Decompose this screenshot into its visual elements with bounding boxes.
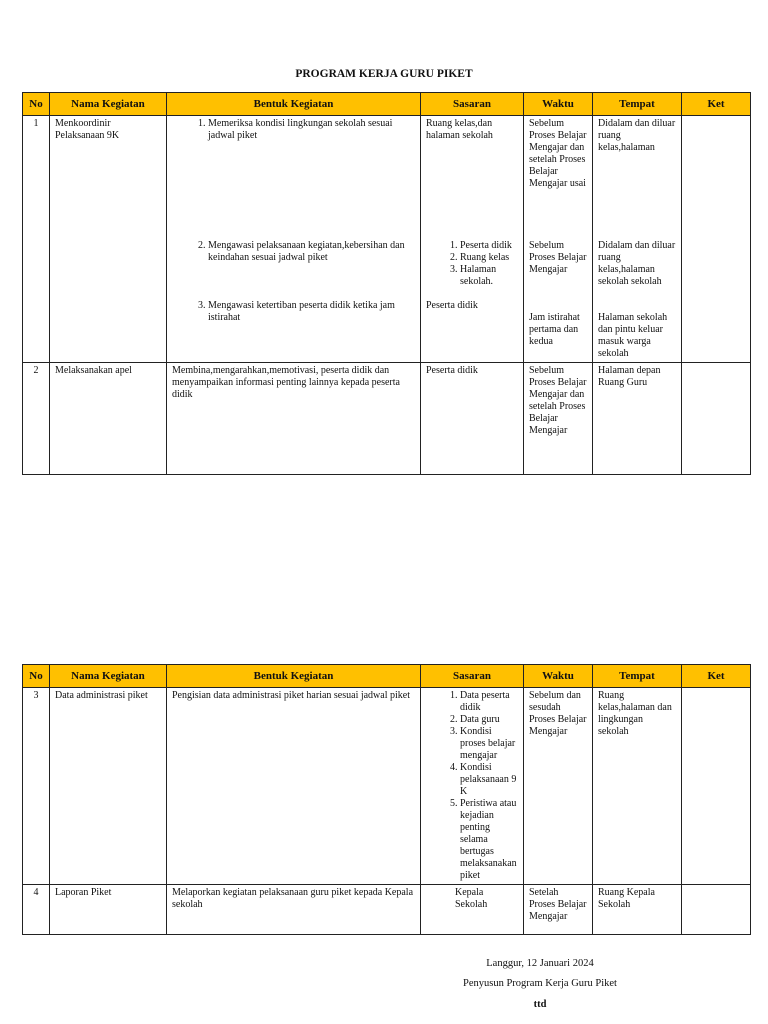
waktu: Sebelum dan sesudah Proses Belajar Mengajar: [529, 690, 587, 737]
table-row: [23, 885, 751, 935]
table-header-row: [23, 665, 751, 688]
header-nama-kegiatan: Nama Kegiatan: [50, 93, 167, 116]
header-tempat: Tempat: [593, 665, 682, 688]
tempat: Didalam dan diluar ruang kelas,halaman sekolah sekolah: [598, 240, 676, 287]
header-nama-kegiatan: Nama Kegiatan: [50, 665, 167, 688]
header-waktu: Waktu: [524, 93, 593, 116]
sasaran-item: 5. Peristiwa atau kejadian penting selama bertugas melaksanakan piket: [460, 798, 518, 882]
header-bentuk-kegiatan: Bentuk Kegiatan: [167, 665, 421, 688]
nama-kegiatan: Data administrasi piket: [55, 690, 148, 701]
waktu: Sebelum Proses Belajar Mengajar: [529, 240, 587, 275]
header-no: No: [23, 665, 50, 688]
sasaran-item: 4. Kondisi pelaksanaan 9 K: [460, 762, 518, 798]
nama-kegiatan: Laporan Piket: [55, 887, 112, 898]
sasaran: Kepala Sekolah: [455, 887, 488, 910]
header-sasaran: Sasaran: [421, 665, 524, 688]
sasaran: Ruang kelas,dan halaman sekolah: [426, 118, 493, 141]
header-ket: Ket: [682, 665, 751, 688]
header-sasaran: Sasaran: [421, 93, 524, 116]
sasaran-item: 1. Data peserta didik: [460, 690, 518, 714]
sasaran: Peserta didik: [426, 300, 478, 311]
tempat: Ruang Kepala Sekolah: [598, 887, 655, 910]
row-number: 2: [33, 365, 39, 376]
header-waktu: Waktu: [524, 665, 593, 688]
sasaran-item: 1. Peserta didik: [460, 240, 518, 252]
program-table-2: [22, 664, 751, 935]
header-ket: Ket: [682, 93, 751, 116]
signer-role: Penyusun Program Kerja Guru Piket: [463, 978, 617, 989]
bentuk-kegiatan: Membina,mengarahkan,memotivasi, peserta didik dan menyampaikan informasi penting lainnya kepada peserta didik: [172, 365, 400, 400]
table-row: [23, 116, 751, 363]
table-header-row: [23, 93, 751, 116]
ket-cell: [682, 885, 751, 935]
sasaran-item: 3. Kondisi proses belajar mengajar: [460, 726, 518, 762]
signature-mark: ttd: [533, 999, 547, 1010]
tempat: Ruang kelas,halaman dan lingkungan sekolah: [598, 690, 672, 737]
sasaran-item: 3. Halaman sekolah.: [460, 264, 518, 288]
waktu: Setelah Proses Belajar Mengajar: [529, 887, 587, 922]
program-table-1: [22, 92, 751, 475]
place-date: Langgur, 12 Januari 2024: [486, 958, 594, 969]
header-no: No: [23, 93, 50, 116]
waktu: Jam istirahat pertama dan kedua: [529, 312, 580, 347]
ket-cell: [682, 688, 751, 885]
bentuk-item: 3. Mengawasi ketertiban peserta didik ketika jam istirahat: [208, 300, 415, 324]
ket-cell: [682, 116, 751, 363]
bentuk-item: 1. Memeriksa kondisi lingkungan sekolah sesuai jadwal piket: [208, 118, 415, 142]
header-tempat: Tempat: [593, 93, 682, 116]
waktu: Sebelum Proses Belajar Mengajar dan setelah Proses Belajar Mengajar usai: [529, 118, 587, 189]
sasaran-item: 2. Data guru: [460, 714, 518, 726]
ket-cell: [682, 363, 751, 475]
row-number: 3: [33, 690, 39, 701]
header-bentuk-kegiatan: Bentuk Kegiatan: [167, 93, 421, 116]
bentuk-kegiatan: Melaporkan kegiatan pelaksanaan guru piket kepada Kepala sekolah: [172, 887, 414, 910]
bentuk-kegiatan: Pengisian data administrasi piket harian sesuai jadwal piket: [172, 690, 410, 701]
sasaran: Peserta didik: [426, 365, 478, 376]
row-number: 1: [33, 118, 39, 129]
tempat: Halaman sekolah dan pintu keluar masuk warga sekolah: [598, 312, 668, 359]
table-row: [23, 363, 751, 475]
waktu: Sebelum Proses Belajar Mengajar dan setelah Proses Belajar Mengajar: [529, 365, 587, 436]
nama-kegiatan: Melaksanakan apel: [55, 365, 132, 376]
sasaran-item: 2. Ruang kelas: [460, 252, 518, 264]
tempat: Didalam dan diluar ruang kelas,halaman: [598, 118, 676, 153]
tempat: Halaman depan Ruang Guru: [598, 365, 661, 388]
nama-kegiatan: Menkoordinir Pelaksanaan 9K: [55, 118, 120, 141]
bentuk-item: 2. Mengawasi pelaksanaan kegiatan,kebersihan dan keindahan sesuai jadwal piket: [208, 240, 415, 264]
page-title: PROGRAM KERJA GURU PIKET: [295, 68, 473, 80]
table-row: [23, 688, 751, 885]
row-number: 4: [33, 887, 39, 898]
